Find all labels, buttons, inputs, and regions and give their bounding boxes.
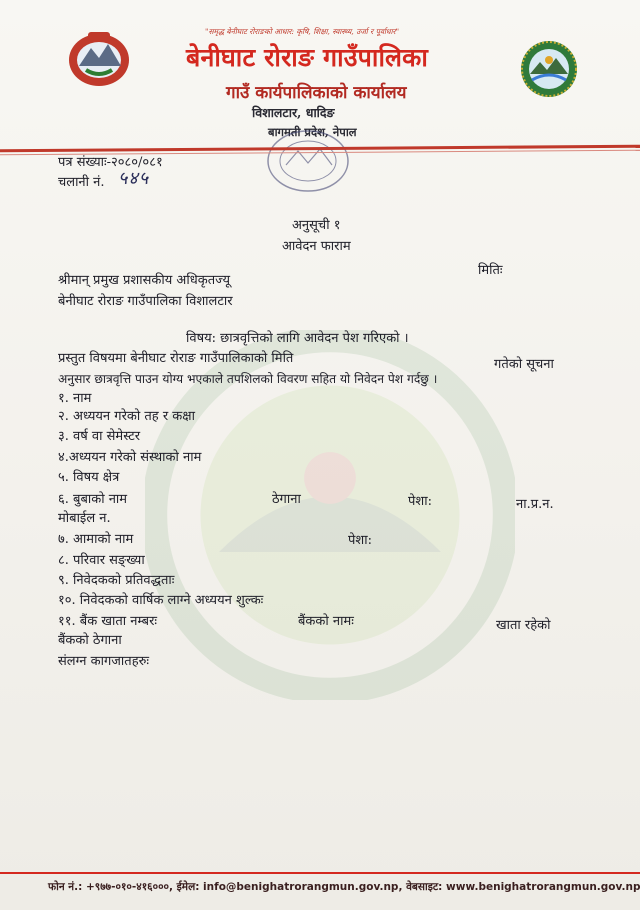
field-account-at-label: खाता रहेको (496, 618, 551, 633)
footer-divider (0, 872, 640, 874)
municipality-title: बेनीघाट रोराङ गाउँपालिका (186, 43, 429, 72)
office-province: बागमती प्रदेश, नेपाल (268, 125, 357, 139)
form-title: आवेदन फाराम (282, 239, 351, 254)
field-address-label: ठेगाना (272, 492, 301, 507)
field-bank-name-label: बैंकको नामः (298, 614, 354, 629)
field-attachments: संलग्न कागजातहरुः (58, 654, 149, 669)
office-stamp (262, 125, 354, 195)
field-subject-area: ५. विषय क्षेत्र (58, 470, 120, 485)
salutation-line-1: श्रीमान् प्रमुख प्रशासकीय अधिकृतज्यू (58, 273, 231, 288)
field-commitment: ९. निवेदकको प्रतिवद्धताः (58, 573, 175, 588)
municipality-seal-logo (520, 40, 578, 98)
office-location: विशालटार, धादिङ (252, 105, 335, 120)
dispatch-label: चलानी नं. (58, 175, 105, 190)
paragraph-line-2: अनुसार छात्रवृत्ति पाउन योग्य भएकाले तपशिलको विवरण सहित यो निवेदन पेश गर्दछु । (58, 372, 438, 386)
schedule-label: अनुसूची १ (292, 218, 341, 233)
paragraph-line-1: प्रस्तुत विषयमा बेनीघाट रोराङ गाउँपालिकाको मिति (58, 351, 294, 366)
field-citizenship-label: ना.प्र.न. (516, 497, 554, 512)
slogan: "समृद्ध बेनीघाट रोराङको आधार: कृषि, शिक्षा, स्वास्थ्य, उर्जा र पूर्वाधार" (205, 27, 400, 36)
field-bank-address: बैंकको ठेगाना (58, 633, 122, 648)
salutation-line-2: बेनीघाट रोराङ गाउँपालिका विशालटार (58, 294, 233, 309)
date-label: मितिः (478, 263, 503, 278)
field-annual-fee: १०. निवेदकको वार्षिक लाग्ने अध्ययन शुल्कः (58, 593, 264, 608)
field-family-size: ८. परिवार सङ्ख्या (58, 553, 145, 568)
field-bank-account: ११. बैंक खाता नम्बरः (58, 614, 158, 629)
field-father-name: ६. बुबाको नाम (58, 492, 128, 507)
field-name: १. नाम (58, 391, 92, 406)
nepal-emblem-logo (66, 30, 132, 88)
subject-line: विषय: छात्रवृत्तिको लागि आवेदन पेश गरिएको । (186, 331, 409, 346)
field-institution: ४.अध्ययन गरेको संस्थाको नाम (58, 450, 202, 465)
field-year-semester: ३. वर्ष वा सेमेस्टर (58, 429, 141, 444)
field-occupation-label-2: पेशा: (348, 533, 372, 548)
field-mobile: मोबाईल न. (58, 511, 111, 526)
reference-number: पत्र संख्याः-२०८०/०८१ (58, 155, 163, 170)
paragraph-line-1-end: गतेको सूचना (494, 357, 554, 372)
footer-contact: फोन नं.: +९७७-०१०-४१६०००, ईमेल: info@benighatrorangmun.gov.np, वेबसाइट: www.benighatrorangmun.gov.np (48, 881, 640, 893)
dispatch-number: ५४५ (118, 168, 150, 189)
field-occupation-label-1: पेशा: (408, 494, 432, 509)
field-study-level: २. अध्ययन गरेको तह र कक्षा (58, 409, 195, 424)
office-name: गाउँ कार्यपालिकाको कार्यालय (226, 83, 407, 103)
field-mother-name: ७. आमाको नाम (58, 532, 134, 547)
